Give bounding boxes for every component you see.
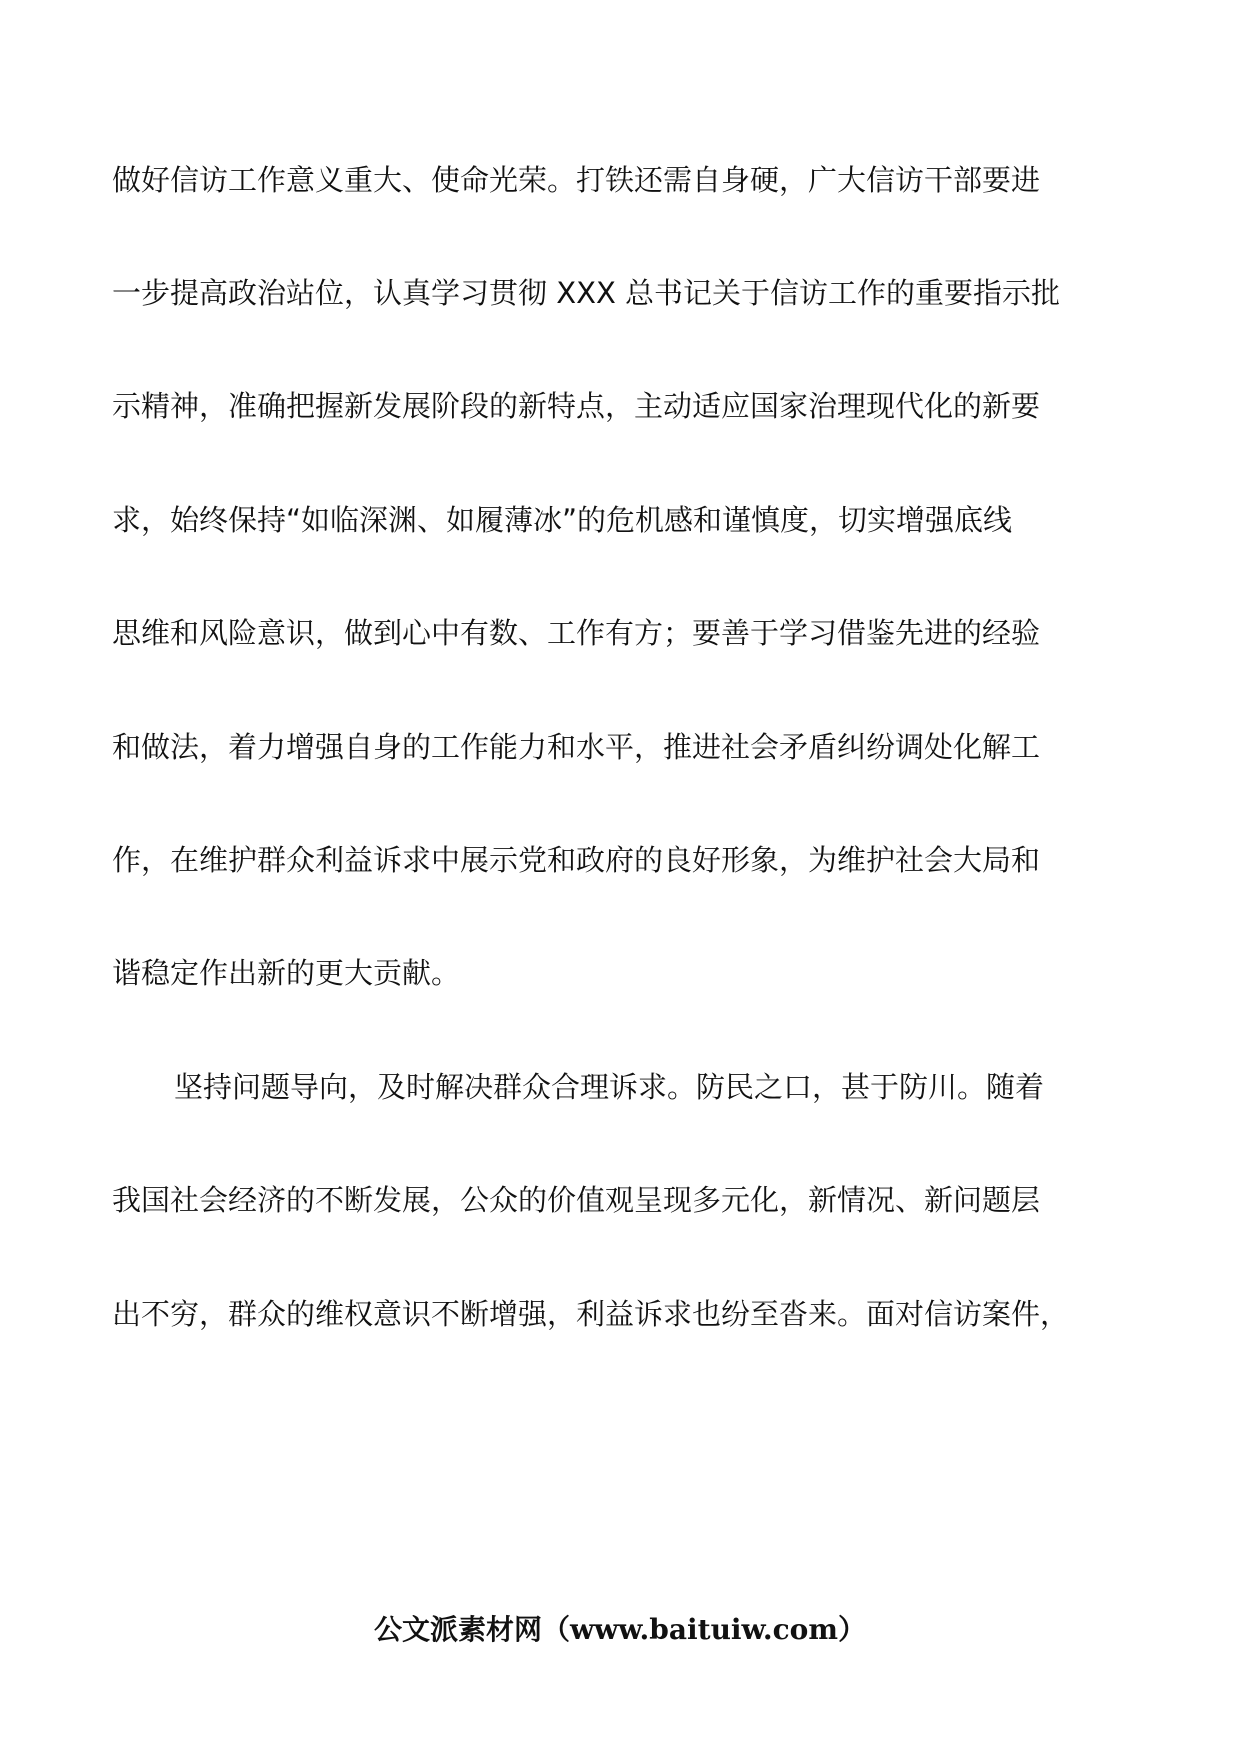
paragraph-line: 做好信访工作意义重大、使命光荣。打铁还需自身硬，广大信访干部要进 — [112, 163, 1041, 197]
paragraph-line: 和做法，着力增强自身的工作能力和水平，推进社会矛盾纠纷调处化解工 — [112, 730, 1041, 764]
paragraph-line: 谐稳定作出新的更大贡献。 — [112, 956, 461, 990]
paragraph-line: 思维和风险意识，做到心中有数、工作有方；要善于学习借鉴先进的经验 — [112, 616, 1041, 650]
page-footer: 公文派素材网（www.baituiw.com） — [374, 1613, 866, 1646]
paragraph-line: 出不穷，群众的维权意识不断增强，利益诉求也纷至沓来。面对信访案件， — [112, 1297, 1070, 1331]
paragraph-line: 一步提高政治站位，认真学习贯彻 XXX 总书记关于信访工作的重要指示批 — [112, 276, 1061, 310]
paragraph-line: 坚持问题导向，及时解决群众合理诉求。防民之口，甚于防川。随着 — [174, 1070, 1045, 1104]
paragraph-line: 作，在维护群众利益诉求中展示党和政府的良好形象，为维护社会大局和 — [112, 843, 1041, 877]
paragraph-line: 我国社会经济的不断发展，公众的价值观呈现多元化，新情况、新问题层 — [112, 1183, 1041, 1217]
paragraph-line: 示精神，准确把握新发展阶段的新特点，主动适应国家治理现代化的新要 — [112, 389, 1041, 423]
paragraph-line: 求，始终保持“如临深渊、如履薄冰”的危机感和谨慎度，切实增强底线 — [112, 503, 1013, 537]
